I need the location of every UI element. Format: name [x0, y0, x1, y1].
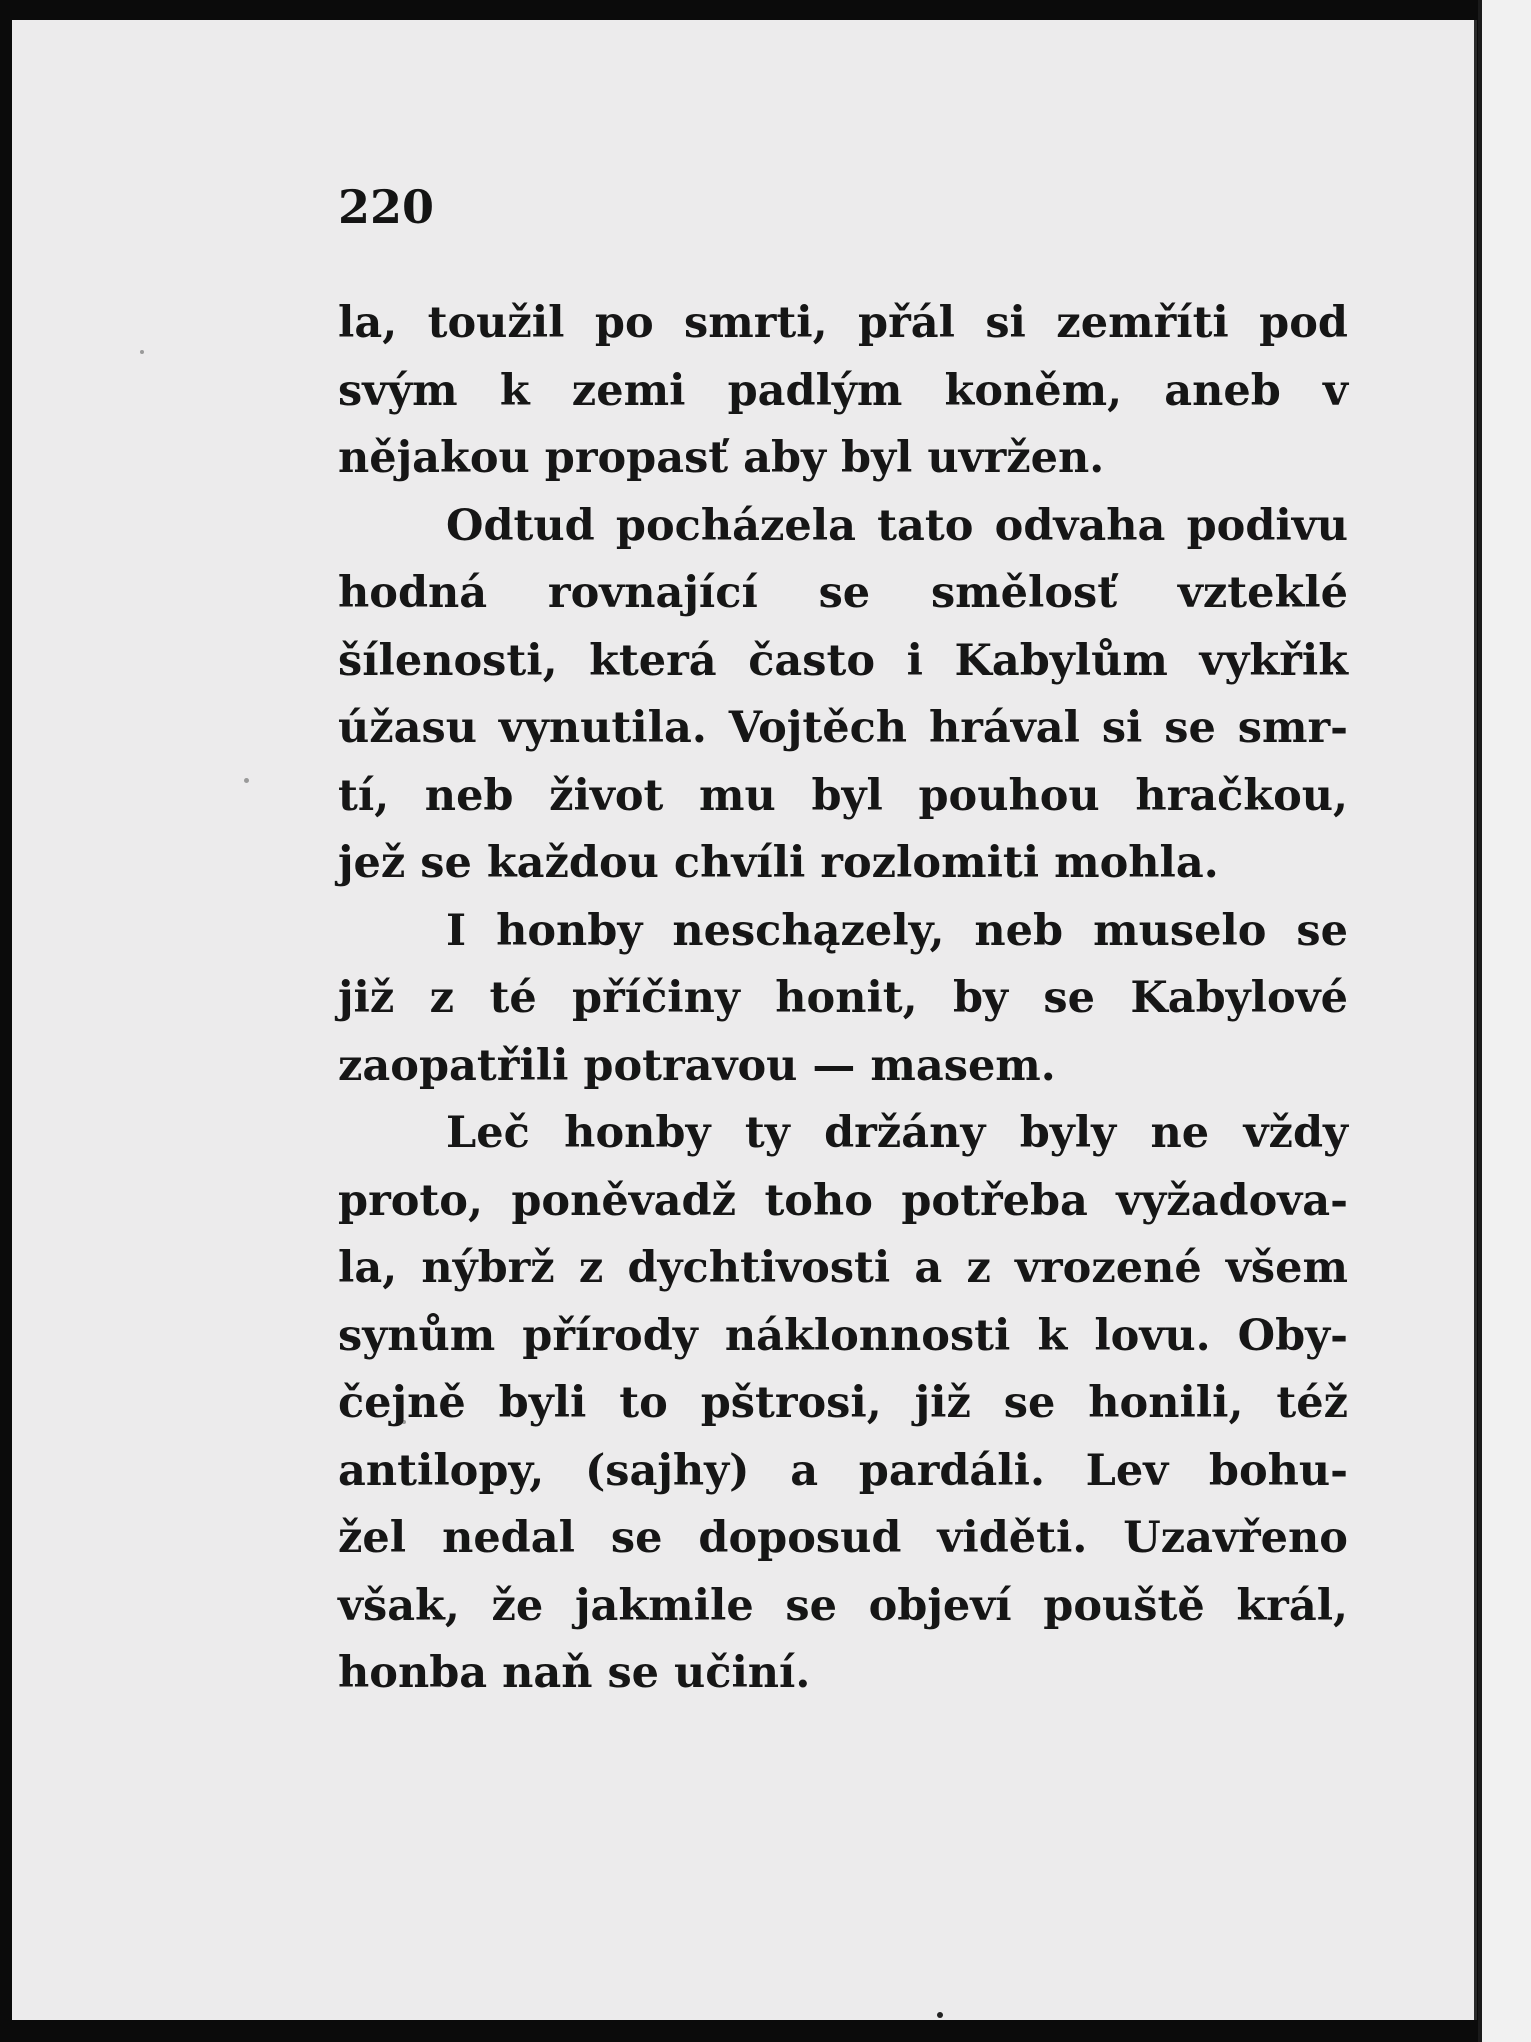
text-line: la, nýbrž z dychtivosti a z vrozené všem: [338, 1243, 1348, 1293]
paragraph: [338, 898, 1348, 1101]
text-line: proto, poněvadž toho potřeba vyžadova-: [338, 1175, 1348, 1226]
paragraph: [338, 493, 1348, 898]
paragraph: [338, 290, 1348, 493]
text-line: čejně byli to pštrosi, již se honili, též: [338, 1378, 1348, 1428]
text-line: la, toužil po smrti, přál si zemříti pod: [338, 298, 1348, 348]
text-line: hodná rovnající se smělosť vzteklé: [338, 568, 1348, 618]
next-page-edge: [1478, 0, 1531, 2042]
text-line: svým k zemi padlým koněm, aneb v: [338, 365, 1348, 416]
body-text: [338, 290, 1348, 1708]
text-line: zaopatřili potravou — masem.: [338, 1040, 1056, 1091]
text-line: I honby neschązely, neb muselo se: [446, 905, 1348, 956]
text-line: úžasu vynutila. Vojtěch hrával si se smr-: [338, 703, 1348, 753]
paper-speck: [140, 350, 144, 354]
text-line: tí, neb život mu byl pouhou hračkou,: [338, 770, 1348, 821]
text-line: nějakou propasť aby byl uvržen.: [338, 433, 1105, 483]
text-line: honba naň se učiní.: [338, 1648, 811, 1698]
text-line: Leč honby ty držány byly ne vždy: [446, 1108, 1348, 1158]
text-line: synům přírody náklonnosti k lovu. Oby-: [338, 1310, 1348, 1361]
paragraph: [338, 1100, 1348, 1708]
page-number: 220: [338, 180, 435, 234]
text-line: Odtud pocházela tato odvaha podivu: [446, 500, 1348, 551]
paper-speck: [937, 2012, 943, 2018]
text-line: antilopy, (sajhy) a pardáli. Lev bohu-: [338, 1445, 1348, 1496]
text-line: již z té příčiny honit, by se Kabylové: [338, 973, 1348, 1023]
paper-speck: [244, 778, 249, 783]
text-line: žel nedal se doposud viděti. Uzavřeno: [338, 1513, 1348, 1563]
text-line: jež se každou chvíli rozlomiti mohla.: [338, 838, 1219, 888]
text-line: však, že jakmile se objeví pouště král,: [338, 1580, 1348, 1631]
text-line: šílenosti, která často i Kabylům vykřik: [338, 635, 1348, 686]
